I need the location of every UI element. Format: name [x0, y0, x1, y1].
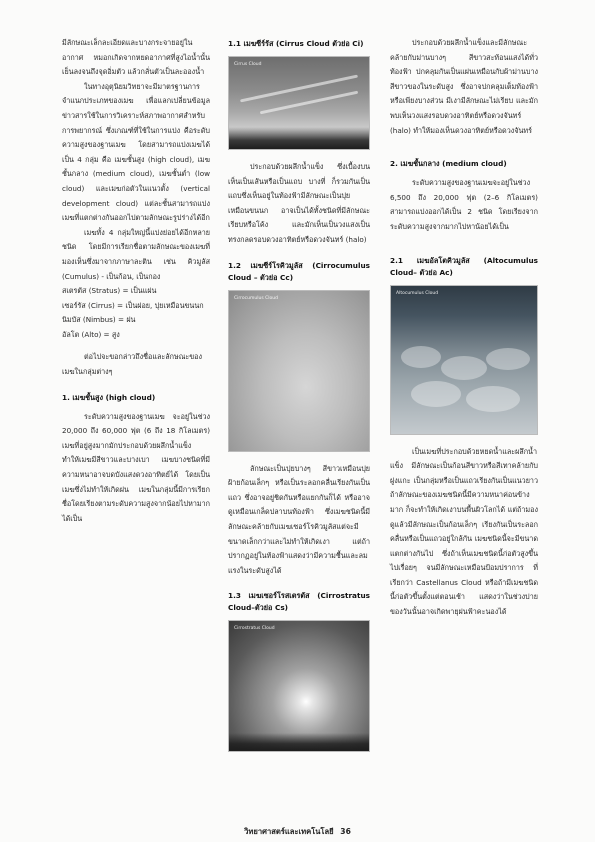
cirrus-cloud-photo [228, 56, 370, 150]
vocab-item: เซอร์รัส (Cirrus) = เป็นฝอย, ปุยเหมือนขนนก [62, 300, 204, 310]
paragraph: ระดับความสูงของฐานเมฆ จะอยู่ในช่วง 20,000 ถึง 60,000 ฟุต (6 ถึง 18 กิโลเมตร) เมฆที่อยู่สูงมากมักประกอบด้วยผลึกน้ำแข็ง ทำให้เมฆมีสีขาวและบางเบา เมฆบางชนิดที่มีความหนาอาจบดบังแสงดวงอาทิตย์ได้ โดยเป็นเมฆซึ่งไม่ทำให้เกิดฝน เมฆในกลุ่มนี้มีการเรียกชื่อโดยเรียงตามระดับความสูงจากน้อยไปหามากได้เป็น [62, 411, 210, 523]
page-footer [0, 826, 595, 838]
tree-silhouette [229, 733, 369, 751]
section-heading [228, 260, 370, 284]
section-heading: 2.1 เมฆอัลโตคิวมูลัส (Altocumulus Cloud– ตัวย่อ Ac) [390, 255, 538, 277]
paragraph: เป็นเมฆที่ประกอบด้วยหยดน้ำและผลึกน้ำแข็ง มีลักษณะเป็นก้อนสีขาวหรือสีเทาคล้ายกับฝูงแกะ เป็นกลุ่มหรือเป็นแถวเรียงกันเป็นแนวยาว ถ้าลักษณะของเมฆชนิดนี้มีความหนาค่อนข้างมาก ก็จะทำให้เกิดเงาบนพื้นผิวโลกได้ แต่ถ้ามองดูแล้วมีลักษณะเป็นก้อนเล็กๆ เรียงกันเป็นระลอกคลื่นหรือเป็นแถวอยู่ใกล้กัน เมฆชนิดนี้จะมีขนาดแตกต่างกันไป ซึ่งถ้าเห็นเมฆชนิดนี้ก่อตัวสูงขึ้นไปเรื่อยๆ จนมีลักษณะเหมือนป้อมปราการ ที่เรียกว่า Castellanus Cloud หรือถ้ามีเมฆชนิดนี้ก่อตัวขึ้นตั้งแต่ตอนเช้า แสดงว่าในช่วงบ่ายของวันนั้นอาจเกิดพายุฝนฟ้าคะนองได้ [390, 446, 538, 617]
paragraph: ลักษณะเป็นปุยบางๆ สีขาวเหมือนปุยฝ้ายก้อนเล็กๆ หรือเป็นระลอกคลื่นเรียงกันเป็นแถว ซึ่งอาจอยู่ชิดกันหรือแยกกันก็ได้ หรืออาจดูเหมือนเกล็ดปลาบนท้องฟ้า ซึ่งเมฆชนิดนี้มีลักษณะคล้ายกับเมฆเซอร์โรคิวมูลัสแต่จะมีขนาดเล็กกว่าและไม่ทำให้เกิดเงา แต่ถ้าปรากฏอยู่ในท้องฟ้าแสดงว่ามีความชื้นและลมแรงในระดับสูงได้ [228, 463, 370, 575]
section-heading: 1. เมฆชั้นสูง (high cloud) [62, 392, 156, 402]
magazine-title: วิทยาศาสตร์และเทคโนโลยี [244, 827, 334, 836]
paragraph: ประกอบด้วยผลึกน้ำแข็งและมีลักษณะคล้ายกับม่านบางๆ สีขาวสะท้อนแสงได้ทั่วท้องฟ้า ปกคลุมกันเป็นแผ่นเหมือนกับผ้าม่านบางสีขาวของในระดับสูง ซึ่งอาจปกคลุมเต็มท้องฟ้าหรือเพียงบางส่วน มีเงามีลักษณะไม่เรียบ และมักพบเห็นวงแสงรอบดวงอาทิตย์หรือดวงจันทร์ (halo) ทำให้มองเห็นดวงอาทิตย์หรือดวงจันทร์ [390, 38, 538, 135]
vocab-item: อัลโต (Alto) = สูง [62, 329, 120, 339]
paragraph: ประกอบด้วยผลึกน้ำแข็ง ซึ่งเบื้องบนเห็นเป็นเส้นหรือเป็นแถบ บางที่ ก็รวมกันเป็นแถบซึ่งเห็นอยู่ในท้องฟ้ามีลักษณะเป็นปุยเหมือนขนนก อาจเป็นได้ทั้งชนิดที่มีลักษณะเรียบหรือโค้ง และมักเห็นเป็นวงแสงเป็นทรงกลดรอบดวงอาทิตย์หรือดวงจันทร์ (halo) [228, 162, 370, 244]
cirrocumulus-cloud-photo [228, 290, 370, 452]
photo-caption: Cirrus Cloud [234, 62, 262, 67]
photo-caption: Cirrocumulus Cloud [234, 295, 278, 301]
section-heading-text: 1.2 เมฆซีร์โรคิวมูลัส (Cirrocumulus Cloud – ตัวย่อ Cc) [228, 260, 370, 282]
altocumulus-cloud-photo [390, 285, 538, 435]
section-heading: 2. เมฆชั้นกลาง (medium cloud) [390, 159, 507, 169]
paragraph: มีลักษณะเล็กละเอียดและบางกระจายอยู่ในอากาศ หมอกเกิดจากหยดอากาศที่สูงไอน้ำนั้นเย็นลงจนถึงจุดอิ่มตัว แล้วกลั่นตัวเป็นละอองน้ำ [62, 38, 210, 77]
photo-caption: Cirrostratus Cloud [234, 626, 275, 632]
paragraph: ต่อไปจะขอกล่าวถึงชื่อและลักษณะของเมฆในกลุ่มต่างๆ [62, 352, 203, 377]
paragraph: ในทางอุตุนิยมวิทยาจะมีมาตรฐานการจำแนกประเภทของเมฆ เพื่อแลกเปลี่ยนข้อมูลข่าวสารใช้ในการวิเคราะห์สภาพอากาศสำหรับการพยากรณ์ ซึ่งเกณฑ์ที่ใช้ในการแบ่ง คือระดับความสูงของฐานเมฆ โดยสามารถแบ่งเมฆได้เป็น 4 กลุ่ม คือ เมฆชั้นสูง (high cloud), เมฆชั้นกลาง (medium cloud), เมฆชั้นต่ำ (low cloud) และเมฆก่อตัวในแนวตั้ง (vertical development cloud) แต่ละชั้นสามารถแบ่งเมฆที่แตกต่างกันออกไปตามลักษณะรูปร่างได้อีก [62, 81, 210, 223]
photo-caption: Altocumulus Cloud [396, 290, 439, 296]
column-2 [228, 36, 370, 762]
page-number: 36 [340, 827, 351, 836]
column-3 [390, 36, 538, 620]
vocab-item: นิมบัส (Nimbus) = ฝน [62, 315, 136, 325]
paragraph: เมฆทั้ง 4 กลุ่มใหญ่นี้แบ่งย่อยได้อีกหลายชนิด โดยมีการเรียกชื่อตามลักษณะของเมฆที่มองเห็นซึ่งมาจากภาษาละติน เช่น คิวมูลัส (Cumulus) - เป็นก้อน, เป็นกอง [62, 227, 210, 281]
cirrostratus-cloud-photo [228, 620, 370, 752]
column-1 [62, 36, 210, 526]
paragraph: ระดับความสูงของฐานเมฆจะอยู่ในช่วง 6,500 ถึง 20,000 ฟุต (2–6 กิโลเมตร) สามารถแบ่งออกได้เป็น 2 ชนิด โดยเรียงจากระดับความสูงจากมากไปหาน้อยได้เป็น [390, 178, 538, 231]
section-heading: 1.3 เมฆเซอร์โรสเตรตัส (Cirrostratus Cloud–ตัวย่อ Cs) [228, 591, 370, 613]
tree-silhouette [229, 127, 369, 149]
section-heading: 1.1 เมฆซีร์รัส (Cirrus Cloud ตัวย่อ Ci) [228, 39, 364, 48]
vocab-item: สเตรตัส (Stratus) = เป็นแผ่น [62, 286, 157, 296]
